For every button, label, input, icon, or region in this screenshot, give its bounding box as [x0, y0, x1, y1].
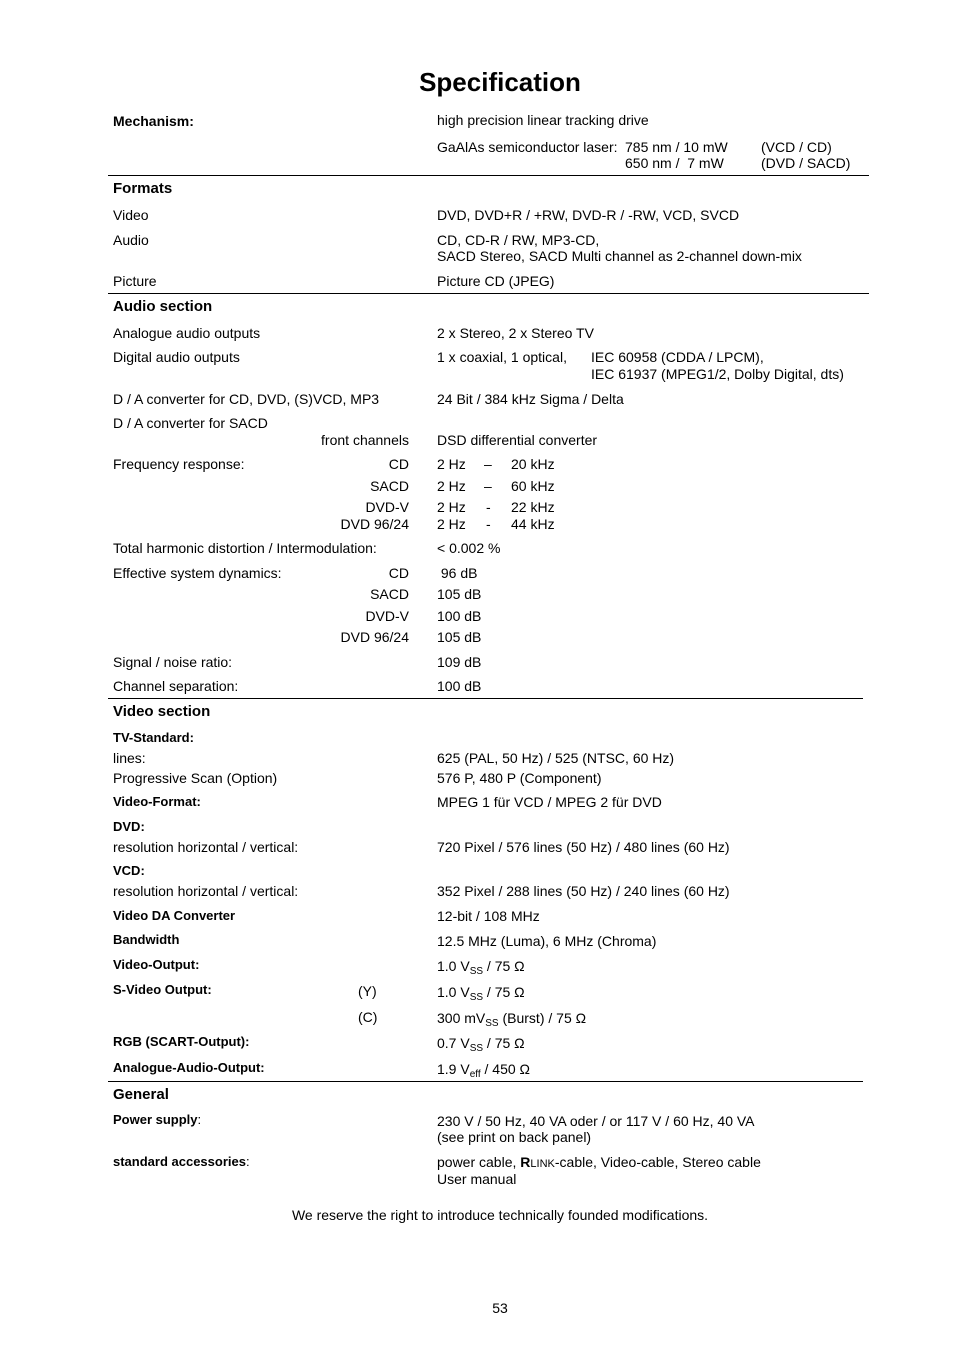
formats-picture-value: Picture CD (JPEG) — [437, 273, 555, 289]
video-da-value: 12-bit / 108 MHz — [437, 908, 540, 924]
lines-value: 625 (PAL, 50 Hz) / 525 (NTSC, 60 Hz) — [437, 750, 675, 766]
dac-sacd-label: D / A converter for SACD — [113, 415, 268, 431]
page-number: 53 — [492, 1300, 508, 1316]
formats-picture-label: Picture — [113, 273, 157, 289]
freq-to: 60 kHz — [511, 478, 555, 494]
frequency-response-label: Frequency response: — [113, 456, 245, 472]
laser1-power: 785 nm / 10 mW — [625, 139, 728, 155]
front-channels-value: DSD differential converter — [437, 432, 598, 448]
lines-label: lines: — [113, 750, 146, 766]
formats-audio-value-1: CD, CD-R / RW, MP3-CD, — [437, 232, 600, 248]
video-format-value: MPEG 1 für VCD / MPEG 2 für DVD — [437, 794, 662, 810]
dac-cd-label: D / A converter for CD, DVD, (S)VCD, MP3 — [113, 391, 380, 407]
snr-value: 109 dB — [437, 654, 482, 670]
separation-value: 100 dB — [437, 678, 482, 694]
rgb-output-label: RGB (SCART-Output): — [113, 1034, 250, 1049]
formats-audio-label: Audio — [113, 232, 149, 248]
laser2-power: 650 nm / 7 mW — [625, 155, 724, 171]
vcd-resolution-value: 352 Pixel / 288 lines (50 Hz) / 240 lines (60 Hz) — [437, 883, 730, 899]
freq-to: 44 kHz — [511, 516, 555, 532]
freq-source: SACD — [370, 478, 409, 494]
dyn-value: 96 dB — [437, 565, 478, 581]
formats-video-value: DVD, DVD+R / +RW, DVD-R / -RW, VCD, SVCD — [437, 207, 740, 223]
svideo-y-value: 1.0 $V_{SS} / 75$ Ω — [437, 984, 525, 1003]
freq-sep: - — [486, 499, 491, 515]
analogue-outputs-label: Analogue audio outputs — [113, 325, 261, 341]
digital-outputs-standard-2: IEC 61937 (MPEG1/2, Dolby Digital, dts) — [591, 366, 844, 382]
laser2-use: (DVD / SACD) — [761, 155, 851, 171]
accessories-value-1: power cable, RLINK-cable, Video-cable, Stereo cable — [437, 1154, 761, 1170]
dyn-source: DVD-V — [365, 608, 409, 624]
divider — [108, 1081, 863, 1082]
freq-from: 2 Hz — [437, 499, 466, 515]
footer-note: We reserve the right to introduce technically founded modifications. — [291, 1207, 709, 1223]
dac-cd-value: 24 Bit / 384 kHz Sigma / Delta — [437, 391, 624, 407]
dyn-value: 100 dB — [437, 608, 482, 624]
svideo-y-label: (Y) — [358, 983, 377, 999]
laser1-use: (VCD / CD) — [761, 139, 832, 155]
freq-from: 2 Hz — [437, 456, 466, 472]
dyn-value: 105 dB — [437, 586, 482, 602]
digital-outputs-value: 1 x coaxial, 1 optical, — [437, 349, 567, 365]
power-supply-value-2: (see print on back panel) — [437, 1129, 592, 1145]
thd-label: Total harmonic distortion / Intermodulation: — [113, 540, 377, 556]
rgb-output-value: 0.7 $V_{SS} / 75$ Ω — [437, 1035, 525, 1054]
freq-source: CD — [388, 456, 409, 472]
dynamics-label: Effective system dynamics: — [113, 565, 282, 581]
freq-source: DVD-V — [365, 499, 409, 515]
dvd-label: DVD: — [113, 819, 145, 834]
front-channels-label: front channels — [321, 432, 409, 448]
section-heading-video: Video section — [113, 703, 211, 720]
vcd-label: VCD: — [113, 863, 145, 878]
divider — [108, 175, 869, 176]
separation-label: Channel separation: — [113, 678, 239, 694]
svideo-output-label: S-Video Output: — [113, 982, 212, 997]
snr-label: Signal / noise ratio: — [113, 654, 233, 670]
power-supply-label: Power supply: — [113, 1112, 202, 1127]
laser-label: GaAlAs semiconductor laser: — [437, 139, 618, 155]
section-heading-general: General — [113, 1086, 169, 1103]
svideo-c-label: (C) — [358, 1009, 378, 1025]
dyn-source: SACD — [370, 586, 409, 602]
accessories-label: standard accessories: — [113, 1154, 250, 1169]
formats-audio-value-2: SACD Stereo, SACD Multi channel as 2-channel down-mix — [437, 248, 802, 264]
video-output-value: 1.0 $V_{SS} / 75$ Ω — [437, 958, 525, 977]
video-da-label: Video DA Converter — [113, 908, 236, 923]
formats-video-label: Video — [113, 207, 149, 223]
digital-outputs-standard-1: IEC 60958 (CDDA / LPCM), — [591, 349, 764, 365]
accessories-value-2: User manual — [437, 1171, 517, 1187]
digital-outputs-label: Digital audio outputs — [113, 349, 240, 365]
progressive-label: Progressive Scan (Option) — [113, 770, 278, 786]
power-supply-value-1: 230 V / 50 Hz, 40 VA oder / or 117 V / 60 Hz, 40 VA — [437, 1113, 755, 1129]
freq-to: 22 kHz — [511, 499, 555, 515]
dyn-source: CD — [388, 565, 409, 581]
divider — [108, 293, 869, 294]
video-format-label: Video-Format: — [113, 794, 201, 809]
analogue-outputs-value: 2 x Stereo, 2 x Stereo TV — [437, 325, 594, 341]
section-heading-audio: Audio section — [113, 298, 213, 315]
dyn-value: 105 dB — [437, 629, 482, 645]
freq-sep: – — [484, 456, 492, 472]
progressive-value: 576 P, 480 P (Component) — [437, 770, 602, 786]
analogue-audio-output-label: Analogue-Audio-Output: — [113, 1060, 265, 1075]
analogue-audio-output-value: 1.9 $V_{eff} / 450$ Ω — [437, 1061, 531, 1080]
mechanism-label: Mechanism: — [113, 113, 194, 129]
dyn-source: DVD 96/24 — [340, 629, 409, 645]
video-output-label: Video-Output: — [113, 957, 200, 972]
freq-from: 2 Hz — [437, 516, 466, 532]
freq-to: 20 kHz — [511, 456, 555, 472]
bandwidth-value: 12.5 MHz (Luma), 6 MHz (Chroma) — [437, 933, 657, 949]
bandwidth-label: Bandwidth — [113, 932, 180, 947]
section-heading-formats: Formats — [113, 180, 173, 197]
svideo-c-value: 300 $mV_{SS}$ (Burst) / 75 Ω — [437, 1010, 587, 1029]
divider — [108, 698, 863, 699]
vcd-resolution-label: resolution horizontal / vertical: — [113, 883, 299, 899]
freq-source: DVD 96/24 — [340, 516, 409, 532]
page-title: Specification — [419, 67, 581, 97]
tv-standard-label: TV-Standard: — [113, 730, 194, 745]
freq-sep: - — [486, 516, 491, 532]
dvd-resolution-value: 720 Pixel / 576 lines (50 Hz) / 480 lines (60 Hz) — [437, 839, 730, 855]
freq-from: 2 Hz — [437, 478, 466, 494]
thd-value: < 0.002 % — [437, 540, 501, 556]
mechanism-drive: high precision linear tracking drive — [437, 112, 649, 128]
dvd-resolution-label: resolution horizontal / vertical: — [113, 839, 299, 855]
freq-sep: – — [484, 478, 492, 494]
